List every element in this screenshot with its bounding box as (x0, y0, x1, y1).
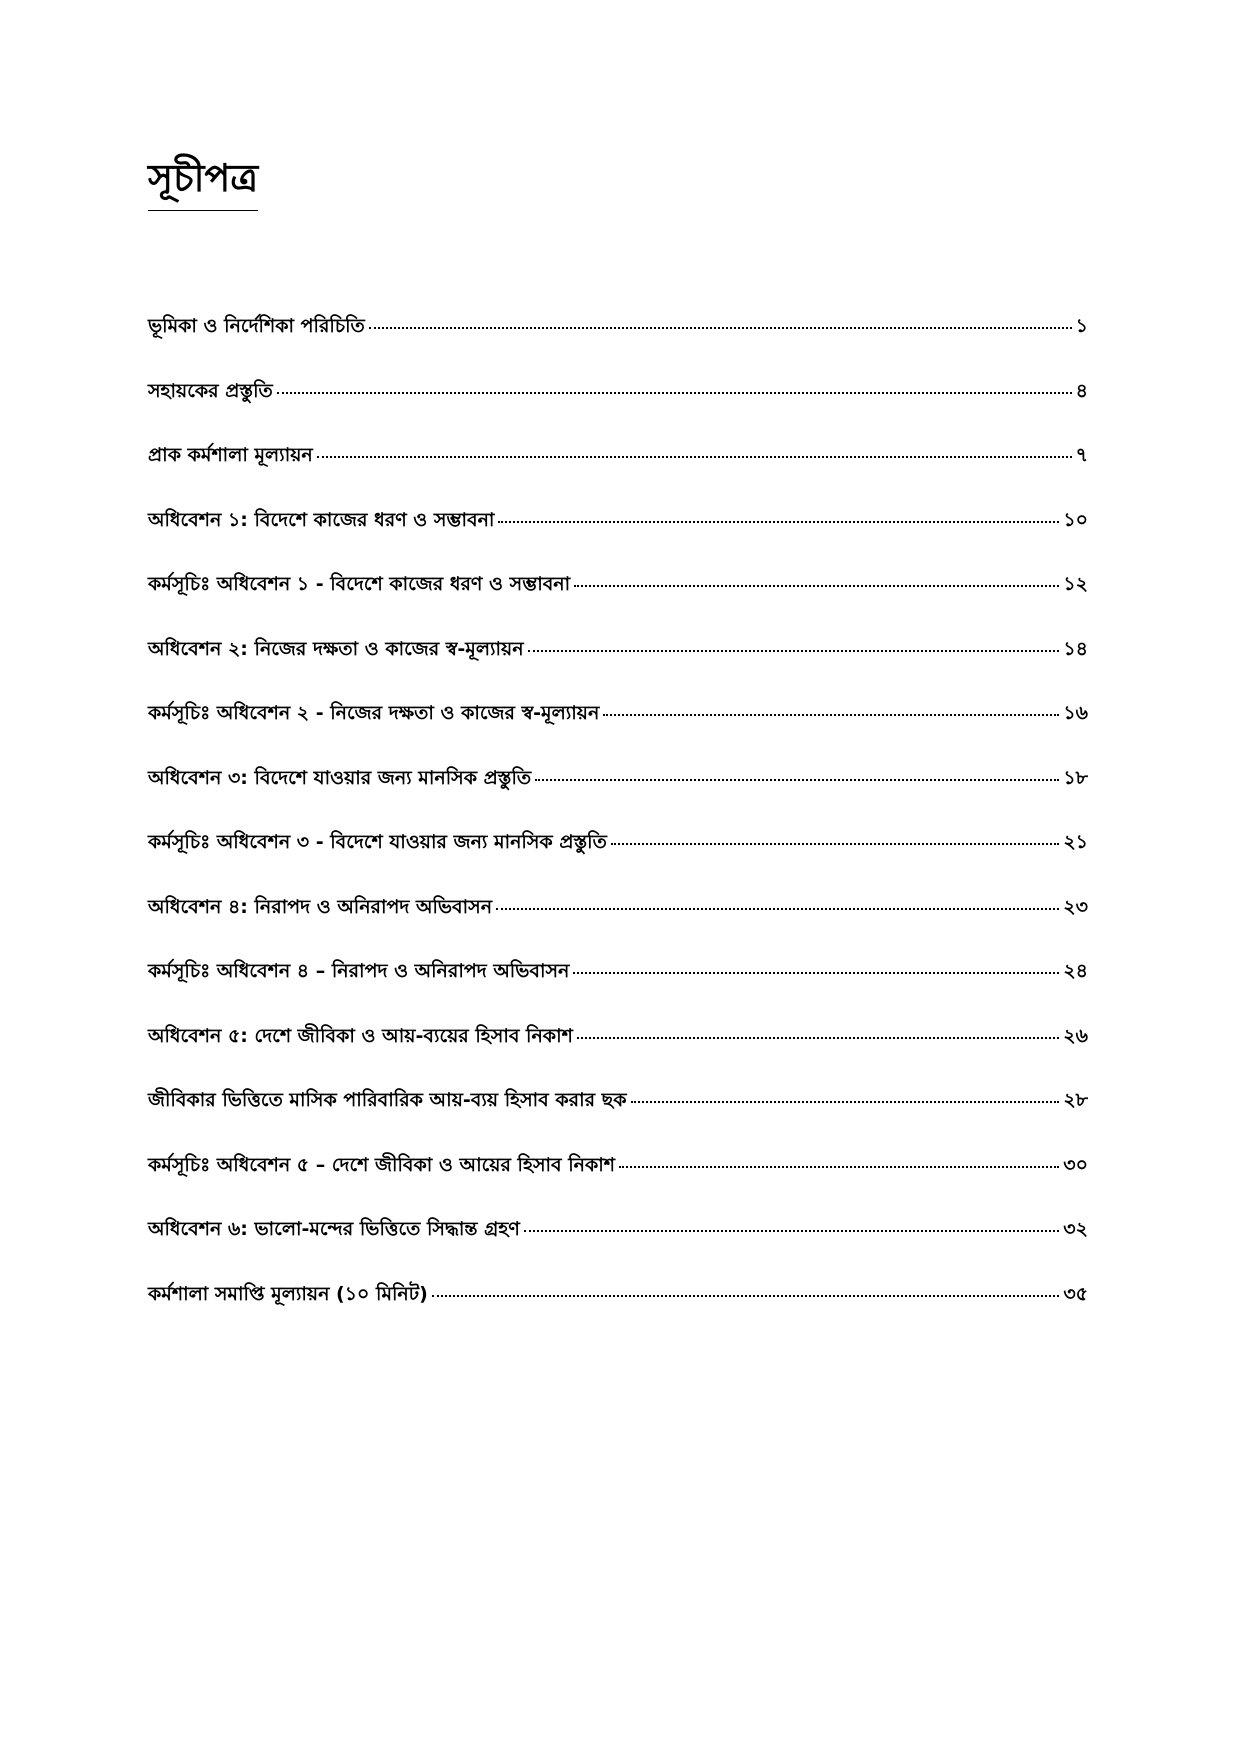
toc-entry-label: প্রাক কর্মশালা মূল্যায়ন (148, 444, 313, 466)
toc-entry[interactable] (148, 312, 1088, 377)
toc-entry[interactable] (148, 1022, 1088, 1087)
toc-entry[interactable] (148, 828, 1088, 893)
dot-leader (498, 521, 1059, 523)
toc-entry[interactable] (148, 893, 1088, 958)
toc-entry[interactable] (148, 1086, 1088, 1151)
toc-entry-page-number: ৭ (1075, 444, 1088, 466)
toc-entry-page-number: ১ (1075, 315, 1088, 337)
dot-leader (574, 585, 1059, 587)
dot-leader (277, 392, 1072, 394)
toc-entry-label: অধিবেশন ৩: বিদেশে যাওয়ার জন্য মানসিক প্রস্তুতি (148, 766, 532, 789)
dot-leader (524, 1230, 1059, 1232)
toc-entry-page-number: ২৬ (1063, 1024, 1088, 1047)
toc-entry-label: জীবিকার ভিত্তিতে মাসিক পারিবারিক আয়-ব্যয় হিসাব করার ছক (148, 1089, 627, 1111)
toc-entry-label: ভূমিকা ও নির্দেশিকা পরিচিতি (148, 315, 365, 337)
toc-entry-page-number: ২১ (1063, 831, 1088, 853)
toc-entry[interactable] (148, 570, 1088, 635)
toc-entry-page-number: ১০ (1063, 508, 1088, 531)
toc-entry-label: অধিবেশন ১: বিদেশে কাজের ধরণ ও সম্ভাবনা (148, 508, 495, 531)
toc-entry-page-number: ৩৫ (1063, 1282, 1088, 1305)
dot-leader (577, 1037, 1059, 1039)
toc-list (148, 312, 1088, 1344)
toc-entry-page-number: ১২ (1063, 573, 1088, 595)
dot-leader (432, 1295, 1060, 1297)
toc-entry-page-number: ২৩ (1063, 895, 1088, 918)
toc-entry-page-number: ১৮ (1063, 766, 1088, 789)
toc-entry-page-number: ১৬ (1063, 702, 1088, 724)
toc-entry-label: সহায়কের প্রস্তুতি (148, 379, 273, 402)
toc-entry-label: কর্মসূচিঃ অধিবেশন ৪ – নিরাপদ ও অনিরাপদ অভিবাসন (148, 960, 570, 982)
toc-entry-label: অধিবেশন ৪: নিরাপদ ও অনিরাপদ অভিবাসন (148, 895, 493, 918)
toc-entry[interactable] (148, 1151, 1088, 1216)
toc-entry[interactable] (148, 441, 1088, 506)
toc-entry[interactable] (148, 957, 1088, 1022)
toc-entry[interactable] (148, 699, 1088, 764)
toc-entry-page-number: ৩২ (1063, 1218, 1088, 1240)
toc-entry-page-number: ২৮ (1063, 1089, 1088, 1111)
toc-entry[interactable] (148, 1280, 1088, 1345)
toc-entry[interactable] (148, 635, 1088, 700)
toc-entry-label: অধিবেশন ৫: দেশে জীবিকা ও আয়-ব্যয়ের হিসাব নিকাশ (148, 1024, 573, 1047)
toc-entry-label: অধিবেশন ২: নিজের দক্ষতা ও কাজের স্ব-মূল্যায়ন (148, 637, 524, 660)
toc-entry-page-number: ১৪ (1063, 637, 1088, 660)
dot-leader (369, 327, 1072, 329)
toc-entry[interactable] (148, 506, 1088, 571)
toc-entry-label: কর্মশালা সমাপ্তি মূল্যায়ন (১০ মিনিট) (148, 1282, 428, 1305)
dot-leader (528, 650, 1060, 652)
toc-entry-label: অধিবেশন ৬: ভালো-মন্দের ভিত্তিতে সিদ্ধান্ত গ্রহণ (148, 1218, 520, 1240)
dot-leader (573, 972, 1059, 974)
toc-entry[interactable] (148, 764, 1088, 829)
toc-entry-page-number: ৩০ (1063, 1153, 1088, 1176)
dot-leader (603, 714, 1059, 716)
toc-entry-page-number: ৪ (1075, 379, 1088, 402)
toc-entry-label: কর্মসূচিঃ অধিবেশন ১ - বিদেশে কাজের ধরণ ও সম্ভাবনা (148, 573, 571, 595)
toc-entry[interactable] (148, 1215, 1088, 1280)
dot-leader (496, 908, 1059, 910)
dot-leader (611, 843, 1059, 845)
dot-leader (317, 456, 1072, 458)
toc-entry-label: কর্মসূচিঃ অধিবেশন ২ - নিজের দক্ষতা ও কাজের স্ব-মূল্যায়ন (148, 702, 600, 724)
toc-entry-label: কর্মসূচিঃ অধিবেশন ৫ – দেশে জীবিকা ও আয়ের হিসাব নিকাশ (148, 1153, 616, 1176)
toc-entry[interactable] (148, 377, 1088, 442)
toc-entry-label: কর্মসূচিঃ অধিবেশন ৩ - বিদেশে যাওয়ার জন্য মানসিক প্রস্তুতি (148, 831, 607, 853)
toc-entry-page-number: ২৪ (1063, 960, 1088, 982)
dot-leader (535, 779, 1059, 781)
toc-title: সূচীপত্র (148, 150, 258, 211)
dot-leader (619, 1166, 1059, 1168)
dot-leader (631, 1101, 1060, 1103)
